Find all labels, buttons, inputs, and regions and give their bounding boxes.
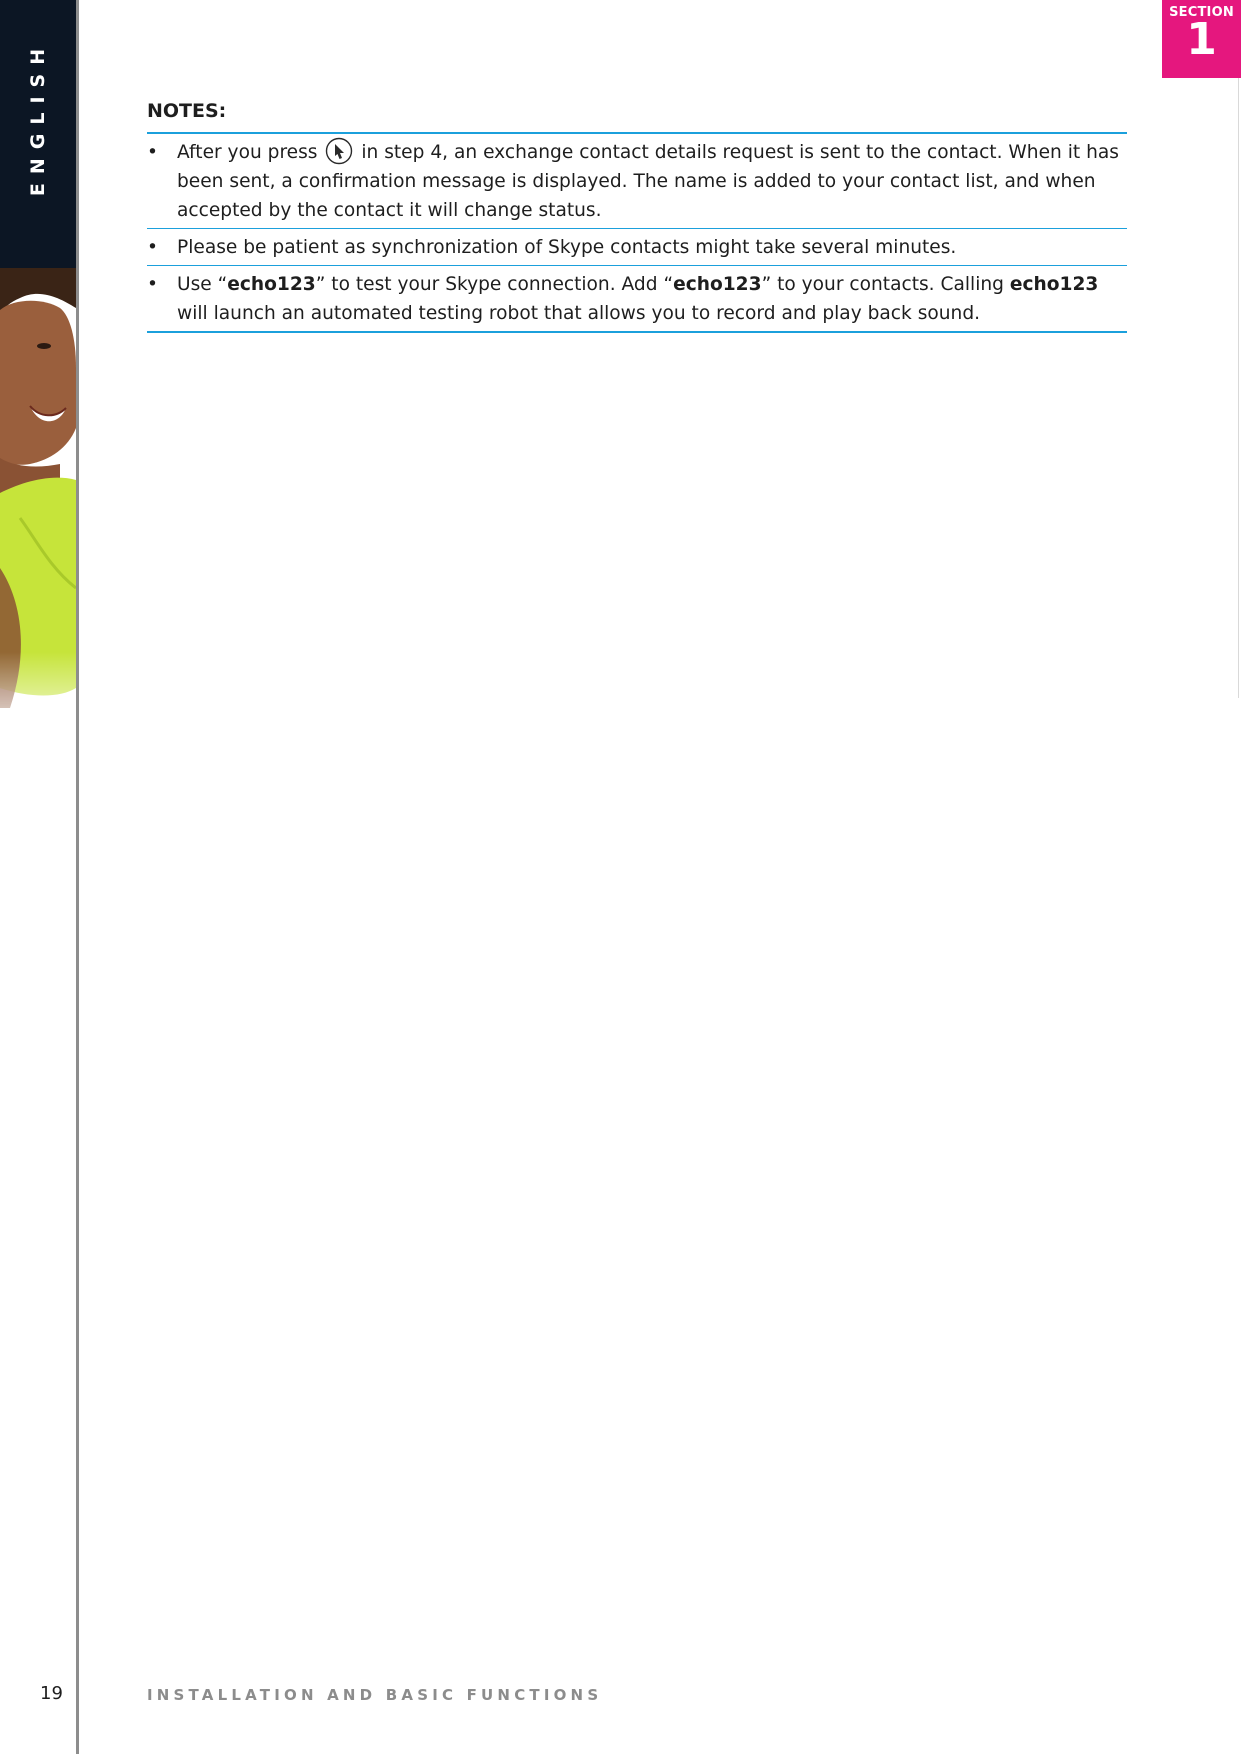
language-tab xyxy=(0,0,76,270)
notes-list xyxy=(147,132,1127,333)
section-number: 1 xyxy=(1186,14,1217,65)
note-item xyxy=(147,229,1127,266)
note-text: in step 4, an exchange contact details request is sent to the contact. When it has been sent, a confirmation message is displayed. The name is added to your contact list, and when accepted by the contact it will change status. xyxy=(177,142,1119,221)
note-item xyxy=(147,134,1127,229)
note-item xyxy=(147,266,1127,333)
echo-contact-name: echo123 xyxy=(1009,274,1099,295)
note-text: Use “ xyxy=(177,274,228,295)
call-button-icon xyxy=(325,137,353,165)
page-edge-line xyxy=(1238,78,1239,698)
note-text: Please be patient as synchronization of Skype contacts might take several minutes. xyxy=(177,237,957,258)
section-label: SECTION xyxy=(1169,5,1234,20)
note-text: After you press xyxy=(177,142,318,163)
bullet: • xyxy=(147,237,158,258)
page-number: 19 xyxy=(40,1683,63,1704)
bullet: • xyxy=(147,142,158,163)
bullet: • xyxy=(147,274,158,295)
sidebar-divider xyxy=(76,0,79,1754)
note-text: will launch an automated testing robot that allows you to record and play back sound. xyxy=(177,303,981,324)
echo-contact-name: echo123 xyxy=(673,274,762,295)
note-text: ” to your contacts. Calling xyxy=(761,274,1010,295)
language-label: ENGLISH xyxy=(27,39,49,197)
notes-heading: NOTES: xyxy=(147,100,227,122)
woman-photo xyxy=(0,268,76,748)
note-text: ” to test your Skype connection. Add “ xyxy=(315,274,674,295)
notes-block xyxy=(147,98,1127,333)
section-badge xyxy=(1162,0,1241,78)
echo-contact-name: echo123 xyxy=(227,274,316,295)
footer-title: INSTALLATION AND BASIC FUNCTIONS xyxy=(147,1686,603,1704)
